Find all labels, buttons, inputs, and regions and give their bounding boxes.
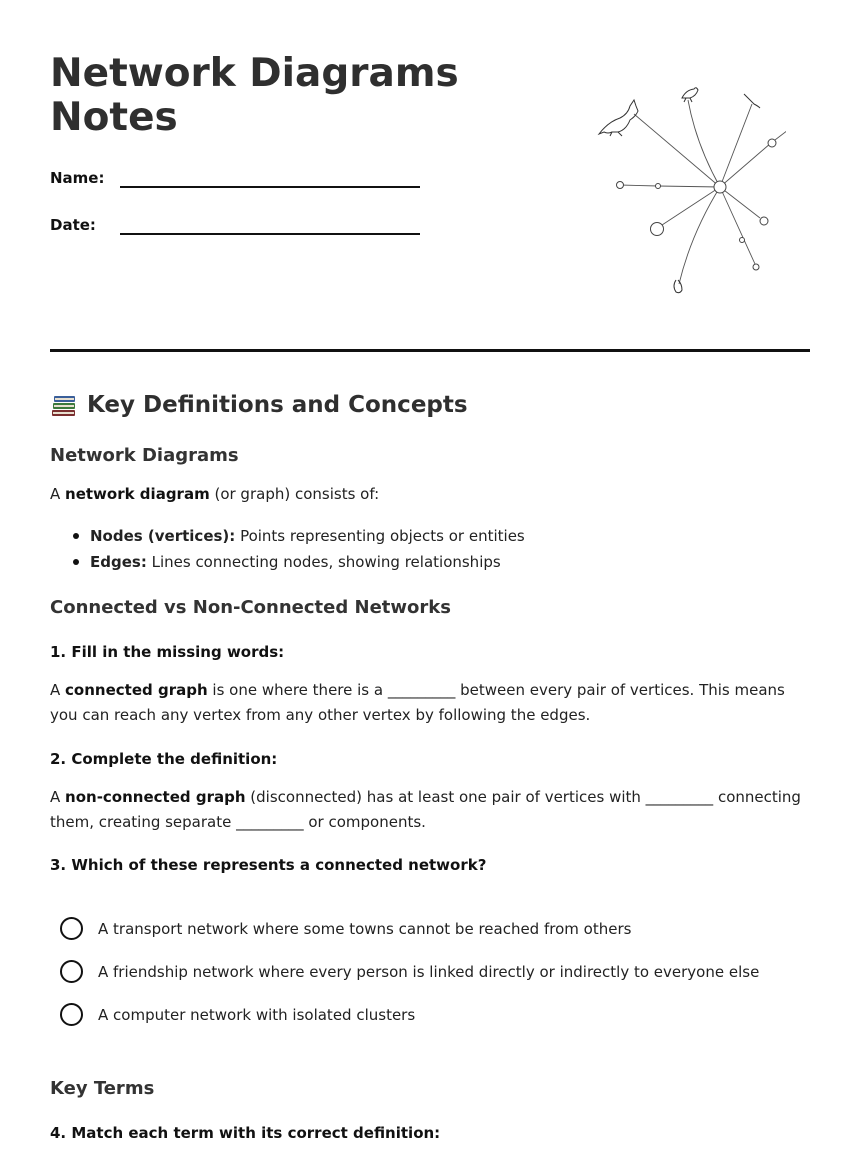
section-divider xyxy=(50,349,810,352)
date-label: Date: xyxy=(50,216,96,234)
animal-icon-bottom xyxy=(674,280,682,293)
name-label: Name: xyxy=(50,169,105,187)
radio-button[interactable] xyxy=(60,1003,83,1026)
title-line-2: Notes xyxy=(50,95,178,140)
content-area xyxy=(50,388,810,1142)
definition-list xyxy=(50,523,810,575)
option-row[interactable] xyxy=(50,993,810,1036)
intro-text-b: (or graph) consists of: xyxy=(209,485,380,503)
intro-text-a: A xyxy=(50,485,66,503)
network-diagram-intro xyxy=(50,482,810,507)
question-2-text xyxy=(50,785,810,835)
bullet-term: Edges: xyxy=(90,553,147,571)
node xyxy=(656,184,661,189)
question-2-label: 2. Complete the definition: xyxy=(50,750,278,768)
node xyxy=(740,238,745,243)
bird-icon xyxy=(682,88,698,102)
q2-text-b: (disconnected) has at least one pair of vertices with _________ connecting them, creating separate _________ or components. xyxy=(50,788,801,831)
page-title xyxy=(50,52,459,140)
node xyxy=(617,182,624,189)
section-title xyxy=(50,388,810,422)
q1-text-a: A xyxy=(50,681,66,699)
radio-button[interactable] xyxy=(60,917,83,940)
node xyxy=(768,139,776,147)
name-field-row xyxy=(50,166,420,187)
network-diagrams-heading: Network Diagrams xyxy=(50,445,239,466)
node xyxy=(760,217,768,225)
network-diagram-illustration xyxy=(546,84,786,300)
radio-button[interactable] xyxy=(60,960,83,983)
hub-node xyxy=(714,181,726,193)
kangaroo-icon xyxy=(599,100,638,136)
q2-text-a: A xyxy=(50,788,66,806)
section-title-text: Key Definitions and Concepts xyxy=(87,392,468,418)
option-row[interactable] xyxy=(50,907,810,950)
q2-term: non-connected graph xyxy=(65,788,246,806)
question-4-label: 4. Match each term with its correct definition: xyxy=(50,1124,441,1142)
name-field[interactable] xyxy=(120,166,420,188)
node xyxy=(651,223,664,236)
option-label: A computer network with isolated clusters xyxy=(98,1005,416,1024)
list-item xyxy=(50,523,810,549)
bullet-text: Lines connecting nodes, showing relationships xyxy=(146,553,501,571)
bullet-term: Nodes (vertices): xyxy=(90,527,236,545)
connected-heading: Connected vs Non-Connected Networks xyxy=(50,597,451,618)
intro-term: network diagram xyxy=(65,485,210,503)
question-1-text xyxy=(50,678,810,728)
bullet-text: Points representing objects or entities xyxy=(235,527,525,545)
q1-term: connected graph xyxy=(65,681,208,699)
question-1-label: 1. Fill in the missing words: xyxy=(50,643,285,661)
option-row[interactable] xyxy=(50,950,810,993)
option-label: A friendship network where every person is linked directly or indirectly to everyone else xyxy=(98,962,760,981)
title-line-1: Network Diagrams xyxy=(50,51,459,96)
key-terms-heading: Key Terms xyxy=(50,1078,155,1099)
list-item xyxy=(50,549,810,575)
animal-icon xyxy=(744,94,760,108)
question-3-label: 3. Which of these represents a connected network? xyxy=(50,856,487,874)
date-field[interactable] xyxy=(120,213,420,235)
books-icon xyxy=(50,391,78,419)
q1-text-b: is one where there is a _________ between every pair of vertices. This means you can reach any vertex from any other vertex by following the edges. xyxy=(50,681,785,724)
worksheet-header xyxy=(50,0,810,350)
question-3-options xyxy=(50,907,810,1036)
option-label: A transport network where some towns cannot be reached from others xyxy=(98,919,632,938)
date-field-row xyxy=(50,213,420,234)
node xyxy=(753,264,759,270)
